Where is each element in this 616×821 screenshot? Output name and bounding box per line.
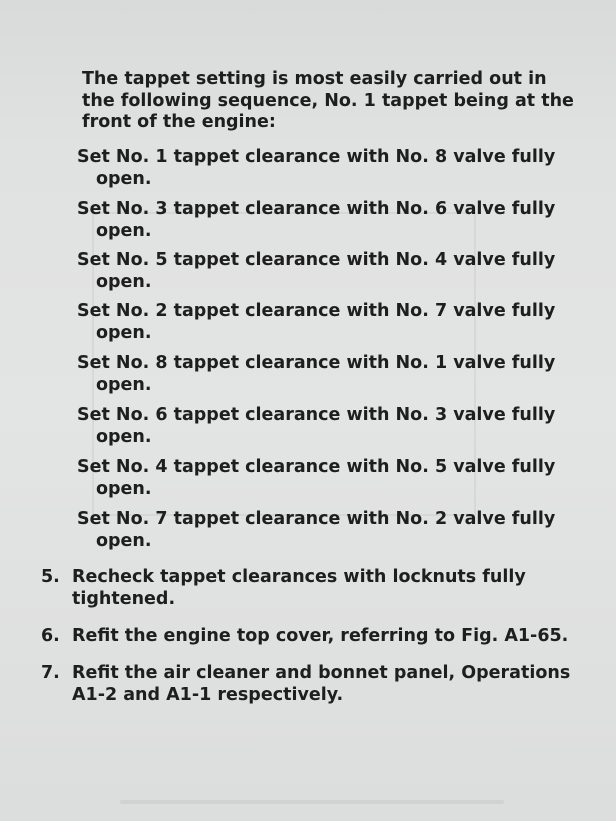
intro-line: The tappet setting is most easily carried out in [82, 69, 547, 89]
intro-line: front of the engine: [82, 112, 276, 132]
step-line: Recheck tappet clearances with locknuts fully [72, 567, 526, 587]
step-line: A1-2 and A1-1 respectively. [72, 684, 344, 705]
step-text [72, 663, 571, 706]
sequence-item [77, 509, 557, 552]
sequence-line-continuation: open. [96, 168, 152, 189]
step-line: tightened. [72, 588, 176, 609]
step-text [72, 626, 569, 648]
sequence-line-continuation: open. [96, 322, 152, 343]
sequence-line-continuation: open. [96, 478, 152, 499]
sequence-line: Set No. 1 tappet clearance with No. 8 valve fully [77, 147, 556, 167]
sequence-line: Set No. 8 tappet clearance with No. 1 valve fully [77, 353, 556, 373]
sequence-line-continuation: open. [96, 374, 152, 395]
sequence-item [77, 353, 557, 396]
sequence-line-continuation: open. [96, 530, 152, 551]
step-text [72, 567, 562, 610]
step-number: 6. [41, 626, 60, 646]
step-line: Refit the air cleaner and bonnet panel, Operations [72, 663, 571, 683]
sequence-item [77, 250, 557, 293]
sequence-item [77, 147, 557, 190]
sequence-line-continuation: open. [96, 426, 152, 447]
step-line: Refit the engine top cover, referring to Fig. A1-65. [72, 626, 569, 646]
sequence-line: Set No. 3 tappet clearance with No. 6 valve fully [77, 199, 556, 219]
sequence-item [77, 457, 557, 500]
sequence-line-continuation: open. [96, 271, 152, 292]
step-number: 7. [41, 663, 60, 683]
sequence-line: Set No. 4 tappet clearance with No. 5 valve fully [77, 457, 556, 477]
sequence-item [77, 405, 557, 448]
sequence-item [77, 301, 557, 344]
sequence-line: Set No. 6 tappet clearance with No. 3 valve fully [77, 405, 556, 425]
sequence-line: Set No. 7 tappet clearance with No. 2 valve fully [77, 509, 556, 529]
step-number: 5. [41, 567, 60, 587]
sequence-line-continuation: open. [96, 220, 152, 241]
intro-line: the following sequence, No. 1 tappet being at the [82, 90, 574, 111]
sequence-line: Set No. 2 tappet clearance with No. 7 valve fully [77, 301, 556, 321]
intro-paragraph [82, 69, 574, 134]
sequence-line: Set No. 5 tappet clearance with No. 4 valve fully [77, 250, 556, 270]
sequence-item [77, 199, 557, 242]
